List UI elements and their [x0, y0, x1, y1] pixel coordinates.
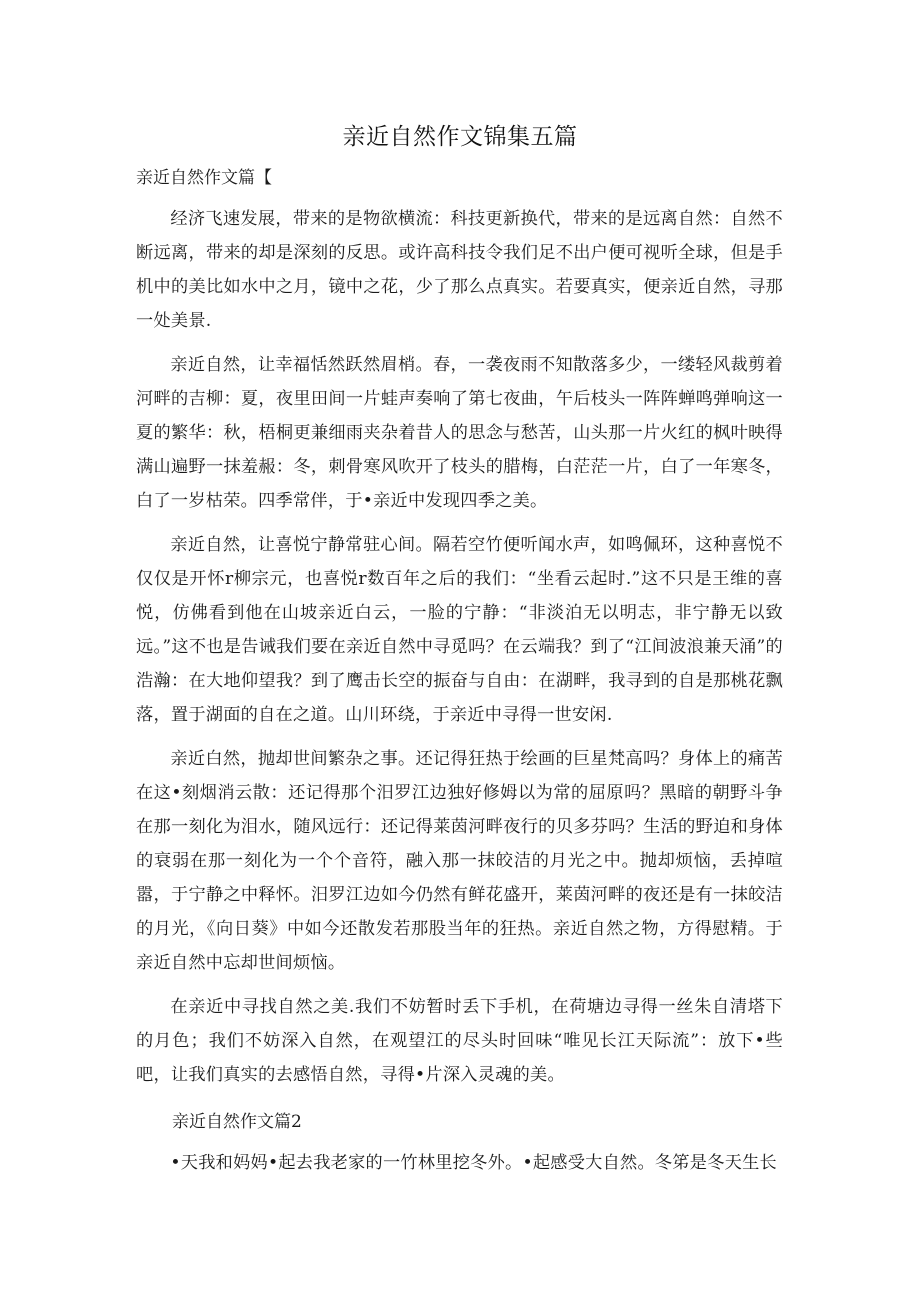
- paragraph-3: 亲近自然，让喜悦宁静常驻心间。隔若空竹便听闻水声，如鸣佩环，这种喜悦不仅仅是开怀r柳宗元，也喜悦r数百年之后的我们：“坐看云起时.”这不只是王维的喜悦，仿佛看到他在山坡亲近白云，一脸的宁静：“非淡泊无以明志，非宁静无以致远。”这不也是告诫我们要在亲近自然中寻觅吗？在云端我？到了“江间波浪兼天涌”的浩瀚：在大地仰望我？到了鹰击长空的振奋与自由：在湖畔，我寻到的自是那桃花飘落，置于湖面的自在之道。山川环绕，于亲近中寻得一世安闲.: [136, 535, 783, 725]
- paragraph-2: 亲近自然，让幸福恬然跃然眉梢。春，一袭夜雨不知散落多少，一缕轻风裁剪着河畔的吉柳：夏，夜里田间一片蛙声奏响了第七夜曲，午后枝头一阵阵蝉鸣弹响这一夏的繁华：秋，梧桐更兼细雨夹杂着昔人的思念与愁苦，山头那一片火红的枫叶映得满山遍野一抹羞赧：冬，刺骨寒风吹开了枝头的腊梅，白茫茫一片，白了一年寒冬，白了一岁枯荣。四季常伴，于•亲近中发现四季之美。: [136, 355, 783, 511]
- document-title: 亲近自然作文锦集五篇: [342, 124, 578, 150]
- section-heading-1: 亲近自然作文篇【: [136, 168, 272, 188]
- paragraph-5: 在亲近中寻找自然之美.我们不妨暂时丢下手机，在荷塘边寻得一丝朱自清塔下的月色；我们不妨深入自然，在观望江的尽头时回味“唯见长江天际流”：放下•些吧，让我们真实的去感悟自然，寻得•片深入灵魂的美。: [136, 997, 783, 1085]
- paragraph-1: 经济飞速发展，带来的是物欲横流：科技更新换代，带来的是远离自然：自然不断远离，带来的却是深刻的反思。或许高科技令我们足不出户便可视听全球，但是手机中的美比如水中之月，镜中之花，少了那么点真实。若要真实，便亲近自然，寻那一处美景.: [136, 209, 783, 331]
- document-body: [136, 158, 783, 1190]
- paragraph-4: 亲近白然，抛却世间繁杂之事。还记得狂热于绘画的巨星梵高吗？身体上的痛苦在这•刻烟消云散：还记得那个汨罗江边独好修姆以为常的屈原吗？黑暗的朝野斗争在那一刻化为泪水，随风远行：还记得莱茵河畔夜行的贝多芬吗？生活的野迫和身体的衰弱在那一刻化为一个个音符，融入那一抹皎洁的月光之中。抛却烦恼，丢掉喧嚣，于宁静之中释怀。汨罗江边如今仍然有鲜花盛开，莱茵河畔的夜还是有一抹皎洁的月光，《向日葵》中如今还散发若那股当年的狂热。亲近自然之物，方得慰精。于亲近自然中忘却世间烦恼。: [136, 749, 783, 973]
- section-heading-2: 亲近自然作文篇2: [172, 1112, 302, 1132]
- paragraph-6: •天我和妈妈•起去我老家的一竹林里挖冬外。•起感受大自然。冬笫是冬天生长: [170, 1153, 777, 1173]
